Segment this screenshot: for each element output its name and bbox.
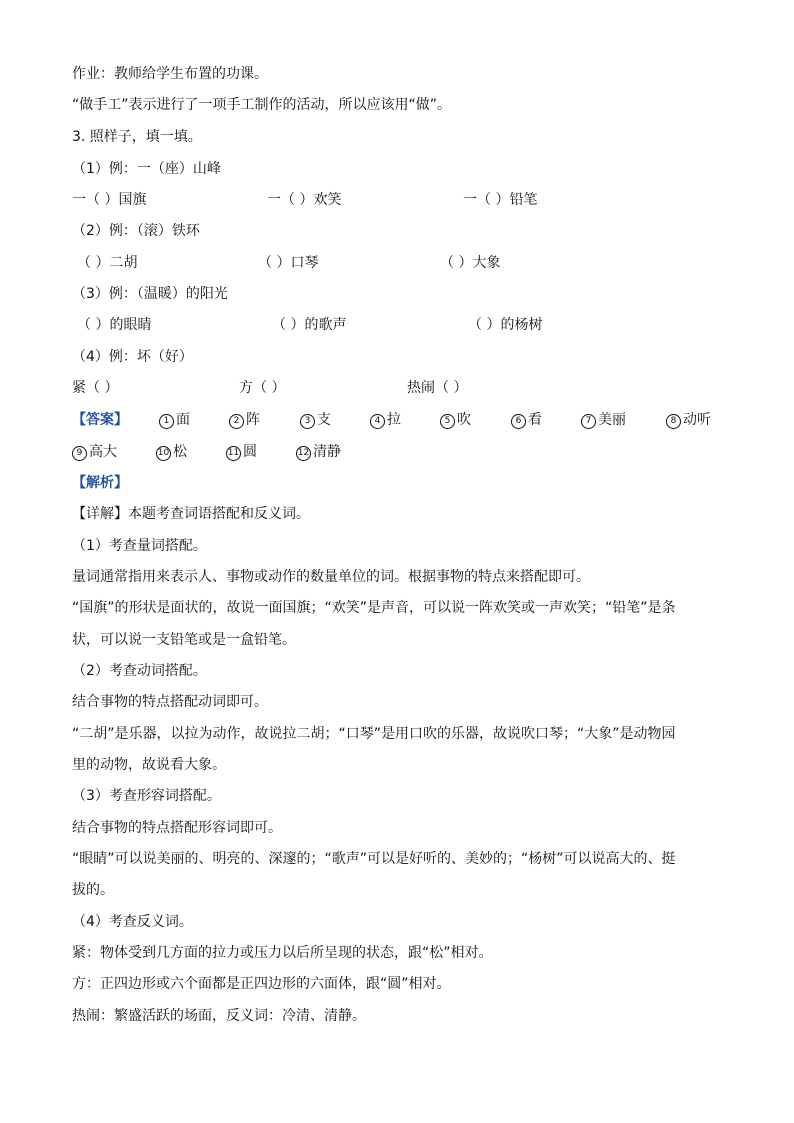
detail-line: 量词通常指用来表示人、事物或动作的数量单位的词。根据事物的特点来搭配即可。 bbox=[72, 569, 590, 585]
answer-row-1 bbox=[72, 410, 732, 430]
analysis-label: 【解析】 bbox=[72, 475, 128, 491]
answer-item: 10 松 bbox=[157, 444, 187, 460]
detail-line: （1）考查量词搭配。 bbox=[72, 538, 207, 554]
blank-laugh[interactable]: 一（ ）欢笑 bbox=[267, 192, 342, 208]
blank-poplar[interactable]: （ ）的杨树 bbox=[468, 317, 543, 333]
detail-line: 结合事物的特点搭配形容词即可。 bbox=[72, 820, 282, 836]
answer-item: 2 阵 bbox=[229, 410, 260, 430]
detail-line: 拔的。 bbox=[72, 882, 114, 898]
answer-item: 6 看 bbox=[511, 410, 542, 430]
example-2: （2）例：（滚）铁环 bbox=[72, 223, 200, 239]
blank-flag[interactable]: 一（ ）国旗 bbox=[72, 192, 147, 208]
example-1: （1）例：一（座）山峰 bbox=[72, 161, 221, 177]
blank-square[interactable]: 方（ ） bbox=[239, 380, 286, 396]
blank-eyes[interactable]: （ ）的眼睛 bbox=[77, 317, 152, 333]
answer-row-2 bbox=[72, 442, 732, 462]
fill-row-1 bbox=[72, 190, 732, 210]
blank-tight[interactable]: 紧（ ） bbox=[72, 380, 119, 396]
detail-line: “二胡”是乐器，以拉为动作，故说拉二胡；“口琴”是用口吹的乐器，故说吹口琴；“大象”是动物园 bbox=[72, 726, 676, 742]
detail-line: 热闹：繁盛活跃的场面，反义词：冷清、清静。 bbox=[72, 1008, 366, 1024]
blank-harmonica[interactable]: （ ）口琴 bbox=[258, 255, 319, 271]
answer-item: 4 拉 bbox=[370, 410, 401, 430]
answer-item: 8 动听 bbox=[666, 410, 711, 430]
detail-line: 状，可以说一支铅笔或是一盒铅笔。 bbox=[72, 632, 296, 648]
text-line-handwork: “做手工”表示进行了一项手工制作的活动，所以应该用“做”。 bbox=[72, 97, 452, 113]
detail-line: “眼睛”可以说美丽的、明亮的、深邃的；“歌声”可以是好听的、美妙的；“杨树”可以说高大的、挺 bbox=[72, 851, 676, 867]
detail-line: （2）考查动词搭配。 bbox=[72, 663, 207, 679]
detail-line: 结合事物的特点搭配动词即可。 bbox=[72, 694, 268, 710]
example-4: （4）例：坏（好） bbox=[72, 349, 193, 365]
answer-item: 1 面 bbox=[159, 410, 190, 430]
example-3: （3）例：（温暖）的阳光 bbox=[72, 286, 228, 302]
text-line-homework: 作业：教师给学生布置的功课。 bbox=[72, 66, 268, 82]
answer-item: 11 圆 bbox=[227, 444, 257, 460]
question-title: 3. 照样子，填一填。 bbox=[72, 129, 202, 145]
fill-row-3 bbox=[72, 315, 732, 335]
blank-erhu[interactable]: （ ）二胡 bbox=[77, 255, 138, 271]
detail-line: （4）考查反义词。 bbox=[72, 914, 193, 930]
detail-line: （3）考查形容词搭配。 bbox=[72, 788, 221, 804]
detail-line: 方：正四边形或六个面都是正四边形的六面体，跟“圆”相对。 bbox=[72, 976, 451, 992]
answer-item: 9 高大 bbox=[72, 442, 117, 462]
blank-lively[interactable]: 热闹（ ） bbox=[407, 380, 468, 396]
detail-line: 紧：物体受到几方面的拉力或压力以后所呈现的状态，跟“松”相对。 bbox=[72, 945, 493, 961]
blank-song[interactable]: （ ）的歌声 bbox=[272, 317, 347, 333]
detail-heading: 【详解】本题考查词语搭配和反义词。 bbox=[72, 506, 310, 522]
blank-pencil[interactable]: 一（ ）铅笔 bbox=[463, 192, 538, 208]
fill-row-2 bbox=[72, 253, 732, 273]
answer-label: 【答案】 bbox=[72, 412, 128, 428]
detail-line: “国旗”的形状是面状的，故说一面国旗；“欢笑”是声音，可以说一阵欢笑或一声欢笑；“铅笔”是条 bbox=[72, 600, 676, 616]
answer-item: 3 支 bbox=[300, 410, 331, 430]
answer-item: 7 美丽 bbox=[581, 410, 626, 430]
answer-item: 5 吹 bbox=[440, 410, 471, 430]
fill-row-4 bbox=[72, 378, 732, 398]
blank-elephant[interactable]: （ ）大象 bbox=[440, 255, 501, 271]
detail-line: 里的动物，故说看大象。 bbox=[72, 757, 226, 773]
answer-item: 12 清静 bbox=[297, 444, 341, 460]
